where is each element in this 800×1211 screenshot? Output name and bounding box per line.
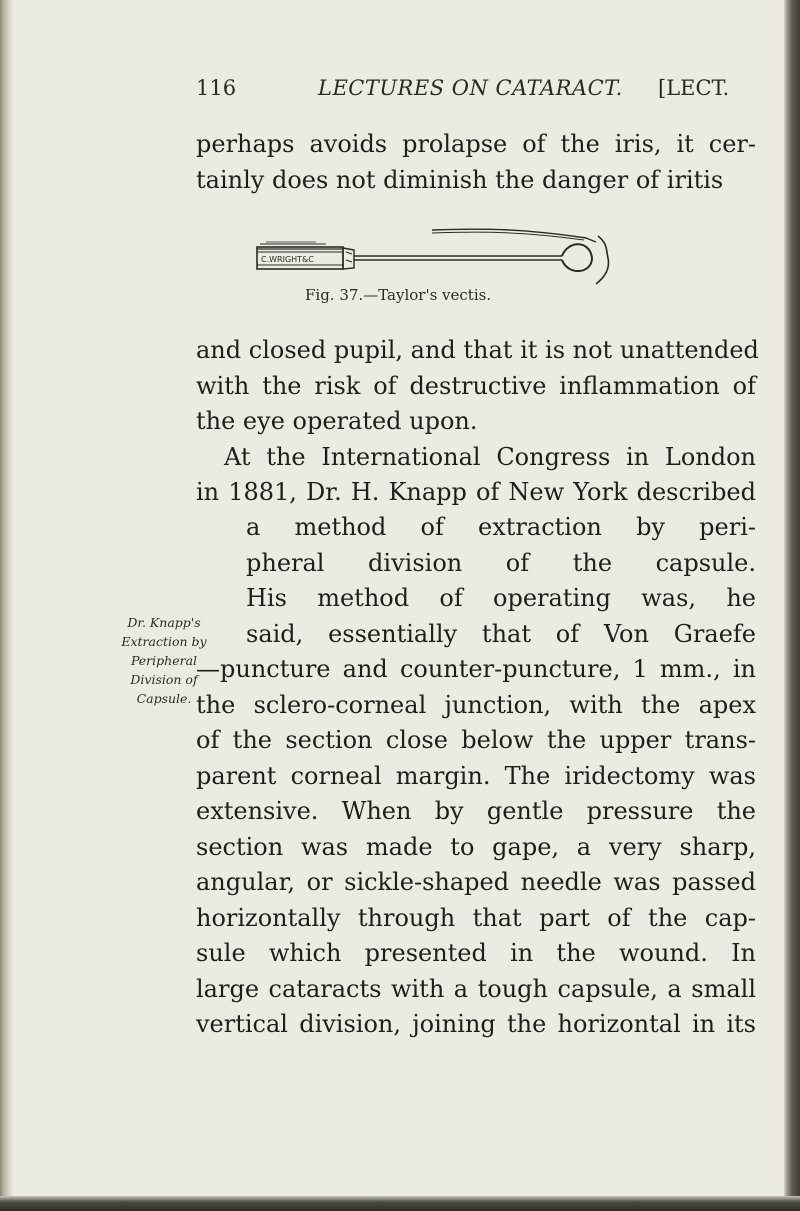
paragraph-mid (196, 333, 759, 511)
figure-caption: Fig. 37.—Taylor's vectis. (305, 286, 492, 304)
text-line: horizontally through that part of the cap- (196, 903, 756, 932)
page-bottom-edge (0, 1196, 800, 1211)
text-line: a method of extraction by peri- (246, 513, 756, 541)
page-number: 116 (196, 76, 237, 100)
page-right-edge (784, 0, 800, 1211)
page-spine-shadow (0, 0, 14, 1211)
text-line: perhaps avoids prolapse of the iris, it cer- (196, 130, 756, 158)
text-line: At the International Congress in London (224, 442, 756, 471)
text-line: parent corneal margin. The iridectomy was (196, 761, 756, 790)
text-line: angular, or sickle-shaped needle was passed (196, 868, 756, 896)
running-header (196, 76, 752, 110)
text-line: in 1881, Dr. H. Knapp of New York described (196, 478, 756, 506)
text-line: vertical division, joining the horizontal in its (196, 1010, 756, 1038)
text-line: extensive. When by gentle pressure the (196, 797, 756, 825)
text-line: and closed pupil, and that it is not unattended (196, 336, 759, 364)
paragraph-top (196, 127, 756, 198)
text-line: tainly does not diminish the danger of iritis (196, 165, 724, 194)
margin-note-line: Dr. Knapp's (127, 615, 201, 630)
margin-note-line: Peripheral (130, 653, 198, 668)
vectis-instrument-illustration (256, 224, 676, 290)
text-line: with the risk of destructive inflammation of (196, 371, 756, 400)
paragraph-indented (246, 510, 756, 652)
text-line: section was made to gape, a very sharp, (196, 832, 756, 861)
text-line: —puncture and counter-puncture, 1 mm., in (196, 655, 756, 683)
margin-note-line: Extraction by (121, 634, 207, 649)
text-line: the eye operated upon. (196, 407, 478, 435)
text-line: the sclero-corneal junction, with the apex (196, 690, 756, 719)
text-line: His method of operating was, he (246, 584, 756, 612)
text-line: pheral division of the capsule. (246, 548, 756, 577)
text-line: of the section close below the upper trans- (196, 726, 756, 754)
text-line: sule which presented in the wound. In (196, 939, 756, 967)
margin-note-line: Division of (130, 672, 198, 687)
paragraph-bottom (196, 652, 756, 1043)
running-title: LECTURES ON CATARACT. (318, 76, 623, 100)
text-line: large cataracts with a tough capsule, a small (196, 974, 756, 1003)
maker-mark: C.WRIGHT&C (261, 255, 314, 264)
text-line: said, essentially that of Von Graefe (246, 619, 756, 648)
section-mark: [LECT. (658, 76, 730, 100)
margin-note-line: Capsule. (136, 691, 192, 706)
